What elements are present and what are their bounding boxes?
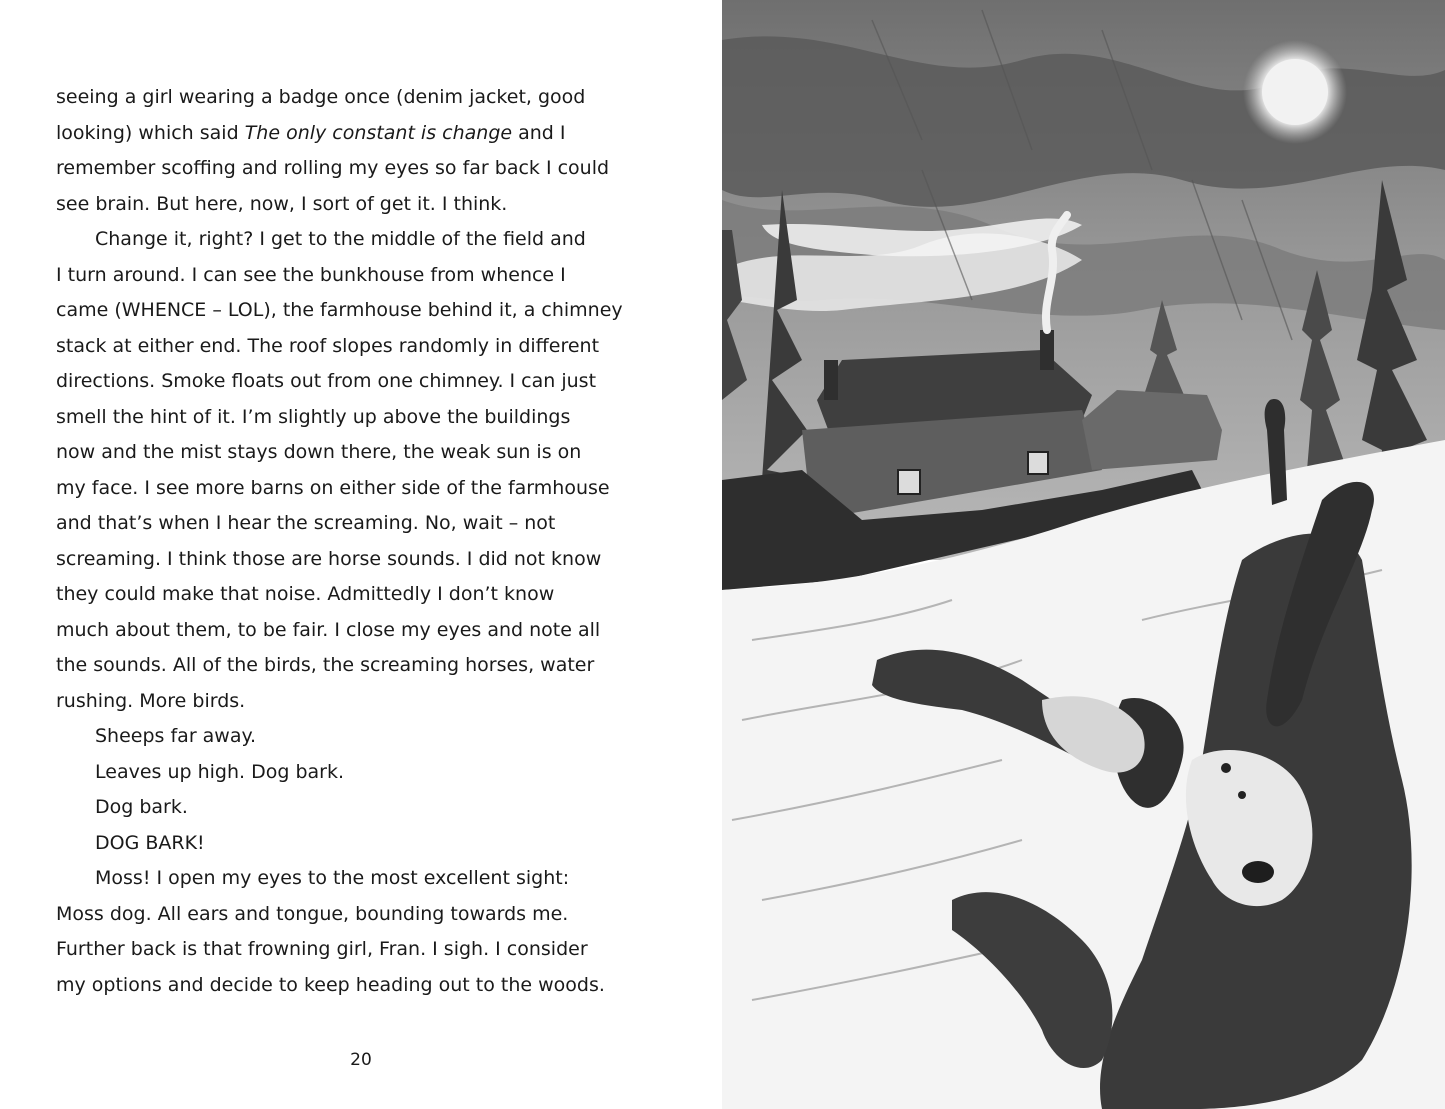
text-run: DOG BARK!: [95, 831, 205, 854]
text-run: rushing. More birds.: [56, 689, 246, 712]
text-run: and that’s when I hear the screaming. No, wait – not: [56, 512, 556, 534]
body-text: [56, 80, 656, 1003]
chimney: [824, 360, 838, 400]
farmhouse-window: [1028, 452, 1048, 474]
text-line: [56, 542, 656, 578]
chimney: [1040, 330, 1054, 370]
page-number: 20: [350, 1050, 372, 1070]
text-line: [56, 435, 656, 471]
text-run: the sounds. All of the birds, the screaming horses, water: [56, 654, 595, 676]
illustration-farmhouse-dog: [722, 0, 1445, 1109]
text-run: Sheeps far away.: [95, 725, 257, 747]
text-line: [56, 471, 656, 507]
text-run: Moss dog. All ears and tongue, bounding towards me.: [56, 902, 569, 925]
text-line: [56, 80, 656, 116]
text-line: [56, 187, 656, 223]
text-run: Further back is that frowning girl, Fran. I sigh. I consider: [56, 938, 588, 960]
text-run: directions. Smoke floats out from one chimney. I can just: [56, 370, 597, 392]
text-run: my face. I see more barns on either side of the farmhouse: [56, 476, 610, 499]
text-line: [56, 400, 656, 436]
text-line: [56, 222, 656, 258]
text-run: came (WHENCE – LOL), the farmhouse behind it, a chimney: [56, 299, 623, 321]
text-run: I turn around. I can see the bunkhouse from whence I: [56, 263, 566, 286]
text-line: [56, 613, 656, 649]
text-line: [56, 861, 656, 897]
dog-nose: [1242, 861, 1274, 883]
text-line: [56, 329, 656, 365]
dog-spot: [1221, 763, 1231, 773]
text-run: stack at either end. The roof slopes randomly in different: [56, 334, 600, 357]
text-run: remember scoffing and rolling my eyes so far back I could: [56, 157, 610, 179]
text-run: they could make that noise. Admittedly I don’t know: [56, 583, 555, 605]
text-run: Dog bark.: [95, 796, 188, 818]
text-run: now and the mist stays down there, the weak sun is on: [56, 441, 582, 463]
text-line: [56, 932, 656, 968]
text-line: [56, 826, 656, 862]
text-run: seeing a girl wearing a badge once (denim jacket, good: [56, 86, 586, 108]
text-line: [56, 755, 656, 791]
text-run: looking) which said: [56, 121, 245, 144]
text-line: [56, 577, 656, 613]
text-line: [56, 116, 656, 152]
text-line: [56, 648, 656, 684]
text-line: [56, 258, 656, 294]
text-run: my options and decide to keep heading out to the woods.: [56, 973, 605, 996]
text-page: [0, 0, 722, 1109]
text-line: [56, 790, 656, 826]
text-line: [56, 684, 656, 720]
text-run: smell the hint of it. I’m slightly up above the buildings: [56, 405, 571, 428]
text-line: [56, 293, 656, 329]
text-emphasis: The only constant is change: [244, 121, 513, 144]
text-line: [56, 506, 656, 542]
text-line: [56, 968, 656, 1004]
text-line: [56, 151, 656, 187]
text-line: [56, 364, 656, 400]
text-line: [56, 719, 656, 755]
barn: [1082, 390, 1222, 470]
text-run: much about them, to be fair. I close my eyes and note all: [56, 618, 601, 641]
text-run: and I: [512, 121, 566, 144]
text-run: Moss! I open my eyes to the most excellent sight:: [95, 867, 570, 889]
text-run: see brain. But here, now, I sort of get it. I think.: [56, 192, 508, 215]
text-run: Leaves up high. Dog bark.: [95, 760, 345, 783]
text-run: screaming. I think those are horse sounds. I did not know: [56, 547, 602, 570]
farmhouse-window: [898, 470, 920, 494]
text-run: Change it, right? I get to the middle of the field and: [95, 228, 586, 250]
text-line: [56, 897, 656, 933]
moon-disc: [1262, 59, 1328, 125]
dog-spot: [1238, 791, 1246, 799]
